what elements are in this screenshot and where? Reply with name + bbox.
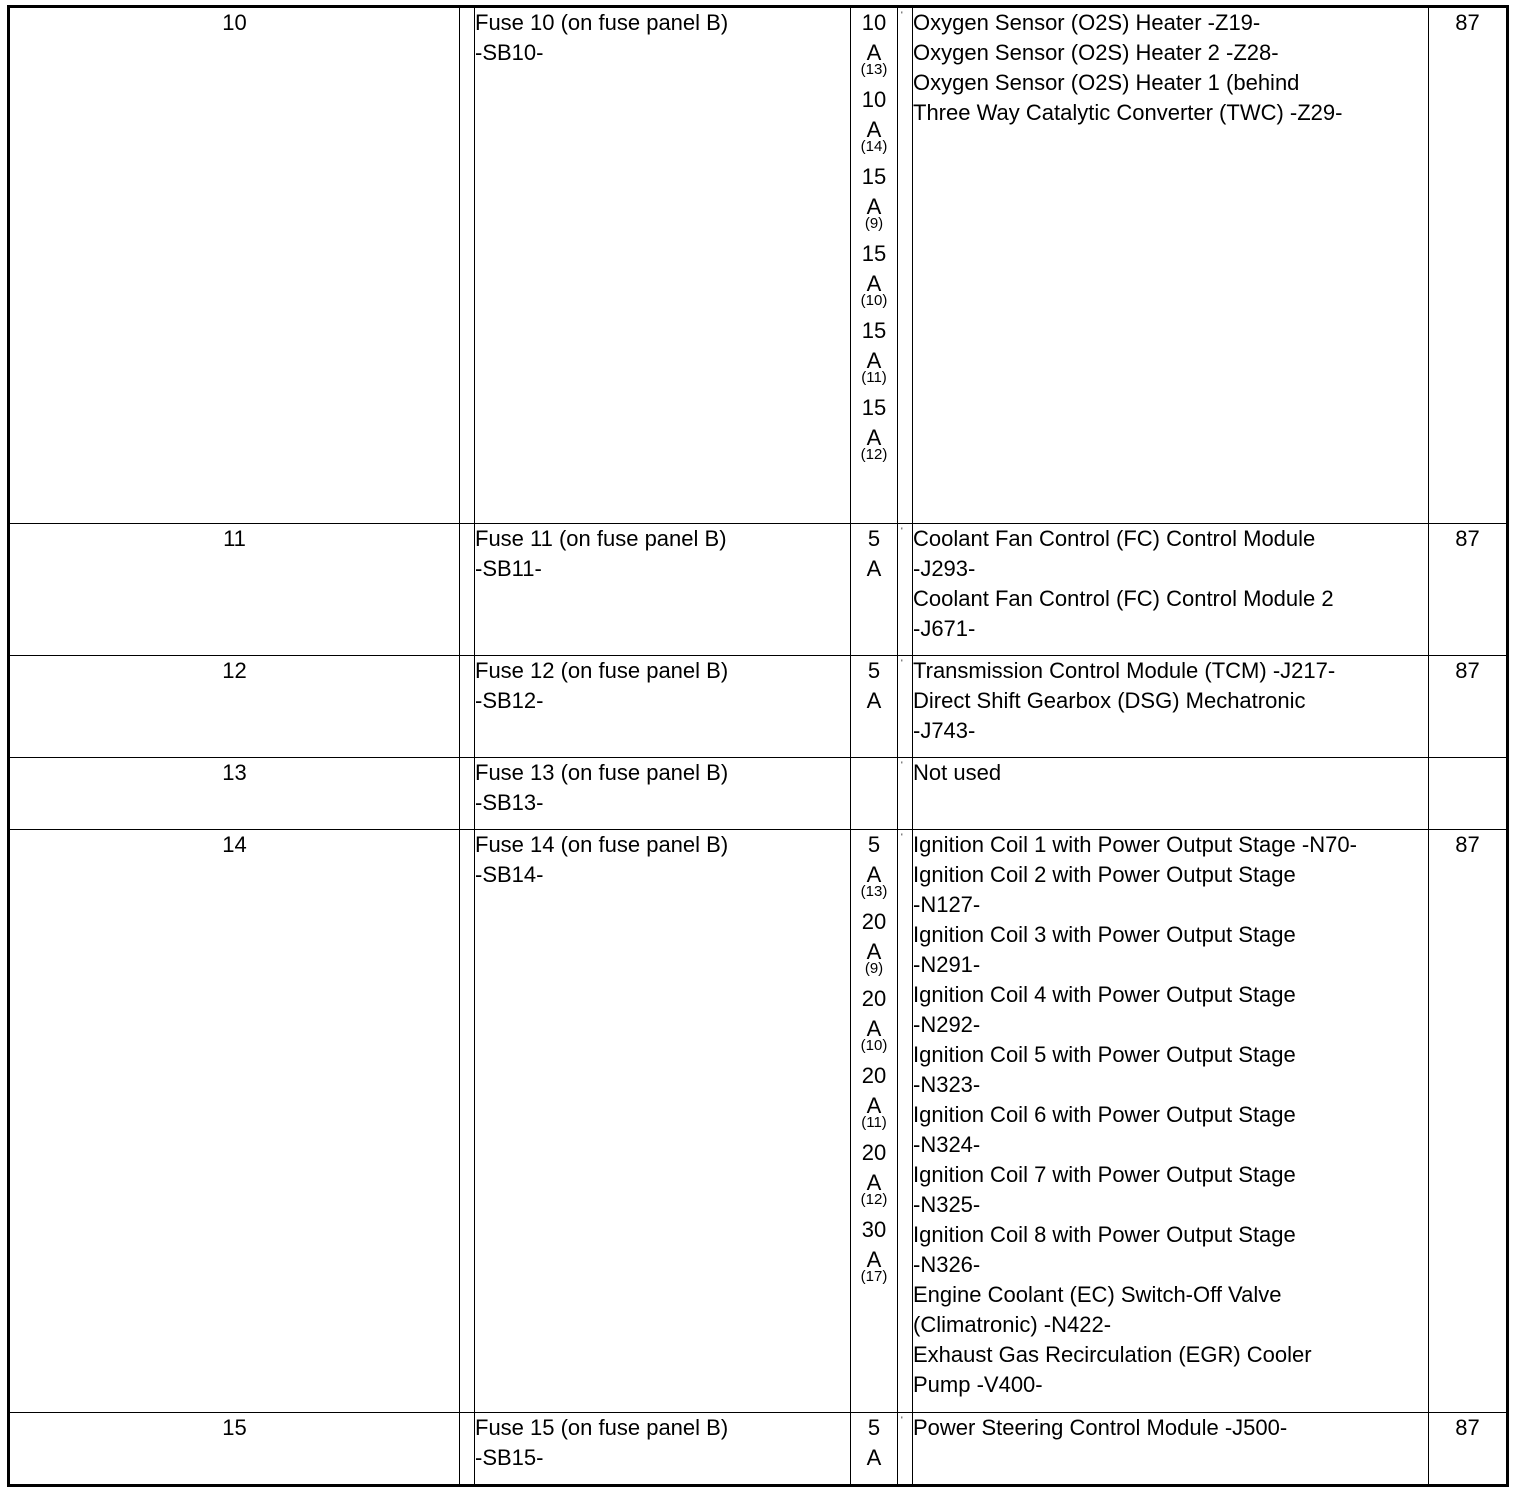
component-line: Ignition Coil 7 with Power Output Stage [913, 1162, 1296, 1187]
terminal: 87 [1429, 830, 1508, 1413]
component-line: Ignition Coil 4 with Power Output Stage [913, 982, 1296, 1007]
tick-mark: ' [901, 526, 903, 536]
fuse-table [7, 5, 1509, 1487]
rating-note: (14) [860, 138, 888, 155]
mark-cell [898, 758, 913, 830]
component-line: -N291- [913, 952, 981, 977]
fuse-rating-cell [851, 656, 898, 758]
component-line: Oxygen Sensor (O2S) Heater 1 (behind [913, 70, 1300, 95]
fuse-rating [851, 1061, 897, 1131]
fuse-name-cell [475, 1413, 851, 1486]
fuse-rating [851, 1215, 897, 1285]
fuse-rating [851, 907, 897, 977]
component-cell [913, 830, 1429, 1413]
component-line: Direct Shift Gearbox (DSG) Mechatronic [913, 688, 1306, 713]
component-line: -N324- [913, 1132, 981, 1157]
mark-cell [898, 1413, 913, 1486]
fuse-rating [851, 316, 897, 386]
rating-value: 15 [861, 318, 887, 343]
component-line: Pump -V400- [913, 1372, 1043, 1397]
fuse-name: Fuse 13 (on fuse panel B) [475, 760, 729, 785]
fuse-name: Fuse 11 (on fuse panel B) [475, 526, 727, 551]
rating-value: 5 [867, 658, 881, 683]
rating-value: 10 [861, 10, 887, 35]
component-line: Ignition Coil 1 with Power Output Stage -N70- [913, 832, 1357, 857]
component-line: Power Steering Control Module -J500- [913, 1415, 1288, 1440]
rating-note: (13) [860, 883, 888, 900]
component-line: -N127- [913, 892, 981, 917]
component-line: Oxygen Sensor (O2S) Heater -Z19- [913, 10, 1261, 35]
fuse-name: Fuse 15 (on fuse panel B) [475, 1415, 729, 1440]
terminal: 87 [1429, 7, 1508, 524]
rating-unit: A [866, 862, 882, 887]
rating-unit: A [866, 271, 882, 296]
component-line: Coolant Fan Control (FC) Control Module 2 [913, 586, 1334, 611]
rating-value: 20 [861, 986, 887, 1011]
rating-value: 20 [861, 1063, 887, 1088]
spacer-cell [460, 7, 475, 524]
mark-cell [898, 656, 913, 758]
component-line: Ignition Coil 2 with Power Output Stage [913, 862, 1296, 887]
component-line: -J671- [913, 616, 976, 641]
fuse-name: Fuse 10 (on fuse panel B) [475, 10, 729, 35]
fuse-rating-cell [851, 524, 898, 656]
terminal [1429, 758, 1508, 830]
rating-value: 15 [861, 164, 887, 189]
mark-cell [898, 830, 913, 1413]
rating-value: 5 [867, 832, 881, 857]
rating-unit: A [866, 117, 882, 142]
component-line: Engine Coolant (EC) Switch-Off Valve [913, 1282, 1282, 1307]
fuse-number: 13 [9, 758, 460, 830]
fuse-code: -SB14- [475, 862, 544, 887]
fuse-rating-cell [851, 758, 898, 830]
fuse-code: -SB13- [475, 790, 544, 815]
mark-cell [898, 524, 913, 656]
fuse-rating [851, 984, 897, 1054]
fuse-number: 10 [9, 7, 460, 524]
rating-note: (10) [860, 1037, 888, 1054]
tick-mark: ' [901, 760, 903, 770]
component-line: Three Way Catalytic Converter (TWC) -Z29- [913, 100, 1343, 125]
rating-unit: A [866, 1016, 882, 1041]
fuse-table-body [9, 7, 1508, 1486]
rating-unit: A [866, 1093, 882, 1118]
component-line: Ignition Coil 3 with Power Output Stage [913, 922, 1296, 947]
tick-mark: ' [901, 832, 903, 842]
component-line: Oxygen Sensor (O2S) Heater 2 -Z28- [913, 40, 1279, 65]
component-cell [913, 758, 1429, 830]
component-line: -J293- [913, 556, 976, 581]
mark-cell [898, 7, 913, 524]
rating-value: 30 [861, 1217, 887, 1242]
fuse-code: -SB12- [475, 688, 544, 713]
rating-value: 15 [861, 241, 887, 266]
fuse-row [9, 758, 1508, 830]
component-line: -J743- [913, 718, 976, 743]
rating-note: (13) [860, 61, 888, 78]
fuse-rating [851, 85, 897, 155]
spacer-cell [460, 524, 475, 656]
spacer-cell [460, 830, 475, 1413]
component-cell [913, 656, 1429, 758]
fuse-rating-cell [851, 1413, 898, 1486]
fuse-rating [851, 393, 897, 463]
fuse-rating [851, 656, 897, 716]
rating-unit: A [866, 939, 882, 964]
rating-value: 20 [861, 909, 887, 934]
component-line: Coolant Fan Control (FC) Control Module [913, 526, 1316, 551]
rating-unit: A [866, 1445, 882, 1470]
component-line: -N323- [913, 1072, 981, 1097]
fuse-code: -SB15- [475, 1445, 544, 1470]
rating-note: (17) [860, 1268, 888, 1285]
rating-unit: A [866, 688, 882, 713]
rating-unit: A [866, 425, 882, 450]
fuse-number: 15 [9, 1413, 460, 1486]
component-line: -N292- [913, 1012, 981, 1037]
rating-note: (10) [860, 292, 888, 309]
terminal: 87 [1429, 656, 1508, 758]
rating-value: 20 [861, 1140, 887, 1165]
fuse-rating [851, 524, 897, 584]
spacer-cell [460, 656, 475, 758]
fuse-rating [851, 162, 897, 232]
rating-note: (12) [860, 446, 888, 463]
fuse-rating [851, 1138, 897, 1208]
fuse-name: Fuse 12 (on fuse panel B) [475, 658, 729, 683]
component-cell [913, 1413, 1429, 1486]
tick-mark: ' [901, 1415, 903, 1425]
rating-note: (9) [864, 960, 884, 977]
terminal: 87 [1429, 1413, 1508, 1486]
fuse-name: Fuse 14 (on fuse panel B) [475, 832, 729, 857]
component-cell [913, 7, 1429, 524]
spacer-cell [460, 1413, 475, 1486]
terminal: 87 [1429, 524, 1508, 656]
rating-unit: A [866, 194, 882, 219]
fuse-rating [851, 239, 897, 309]
spacer-cell [460, 758, 475, 830]
rating-note: (12) [860, 1191, 888, 1208]
fuse-rating [851, 830, 897, 900]
rating-value: 5 [867, 1415, 881, 1440]
fuse-row [9, 7, 1508, 524]
component-line: Ignition Coil 5 with Power Output Stage [913, 1042, 1296, 1067]
component-line: Ignition Coil 8 with Power Output Stage [913, 1222, 1296, 1247]
rating-value: 15 [861, 395, 887, 420]
rating-note: (11) [861, 1114, 887, 1131]
fuse-row [9, 524, 1508, 656]
fuse-name-cell [475, 656, 851, 758]
fuse-row [9, 830, 1508, 1413]
fuse-name-cell [475, 830, 851, 1413]
fuse-number: 12 [9, 656, 460, 758]
tick-mark: ' [901, 658, 903, 668]
rating-value: 5 [867, 526, 881, 551]
rating-note: (11) [861, 369, 887, 386]
component-line: Not used [913, 760, 1002, 785]
fuse-rating-cell [851, 830, 898, 1413]
rating-unit: A [866, 556, 882, 581]
component-line: -N325- [913, 1192, 981, 1217]
tick-mark: ' [901, 10, 903, 20]
component-line: Ignition Coil 6 with Power Output Stage [913, 1102, 1296, 1127]
rating-note: (9) [864, 215, 884, 232]
fuse-rating [851, 1413, 897, 1473]
fuse-code: -SB10- [475, 40, 544, 65]
rating-value: 10 [861, 87, 887, 112]
component-line: -N326- [913, 1252, 981, 1277]
fuse-rating [851, 8, 897, 78]
component-cell [913, 524, 1429, 656]
fuse-code: -SB11- [475, 556, 542, 581]
rating-unit: A [866, 1170, 882, 1195]
fuse-row [9, 656, 1508, 758]
component-line: (Climatronic) -N422- [913, 1312, 1112, 1337]
rating-unit: A [866, 40, 882, 65]
fuse-rating-cell [851, 7, 898, 524]
component-line: Exhaust Gas Recirculation (EGR) Cooler [913, 1342, 1312, 1367]
fuse-name-cell [475, 758, 851, 830]
fuse-name-cell [475, 524, 851, 656]
component-line: Transmission Control Module (TCM) -J217- [913, 658, 1336, 683]
rating-unit: A [866, 348, 882, 373]
fuse-row [9, 1413, 1508, 1486]
fuse-number: 11 [9, 524, 460, 656]
fuse-number: 14 [9, 830, 460, 1413]
fuse-name-cell [475, 7, 851, 524]
rating-unit: A [866, 1247, 882, 1272]
